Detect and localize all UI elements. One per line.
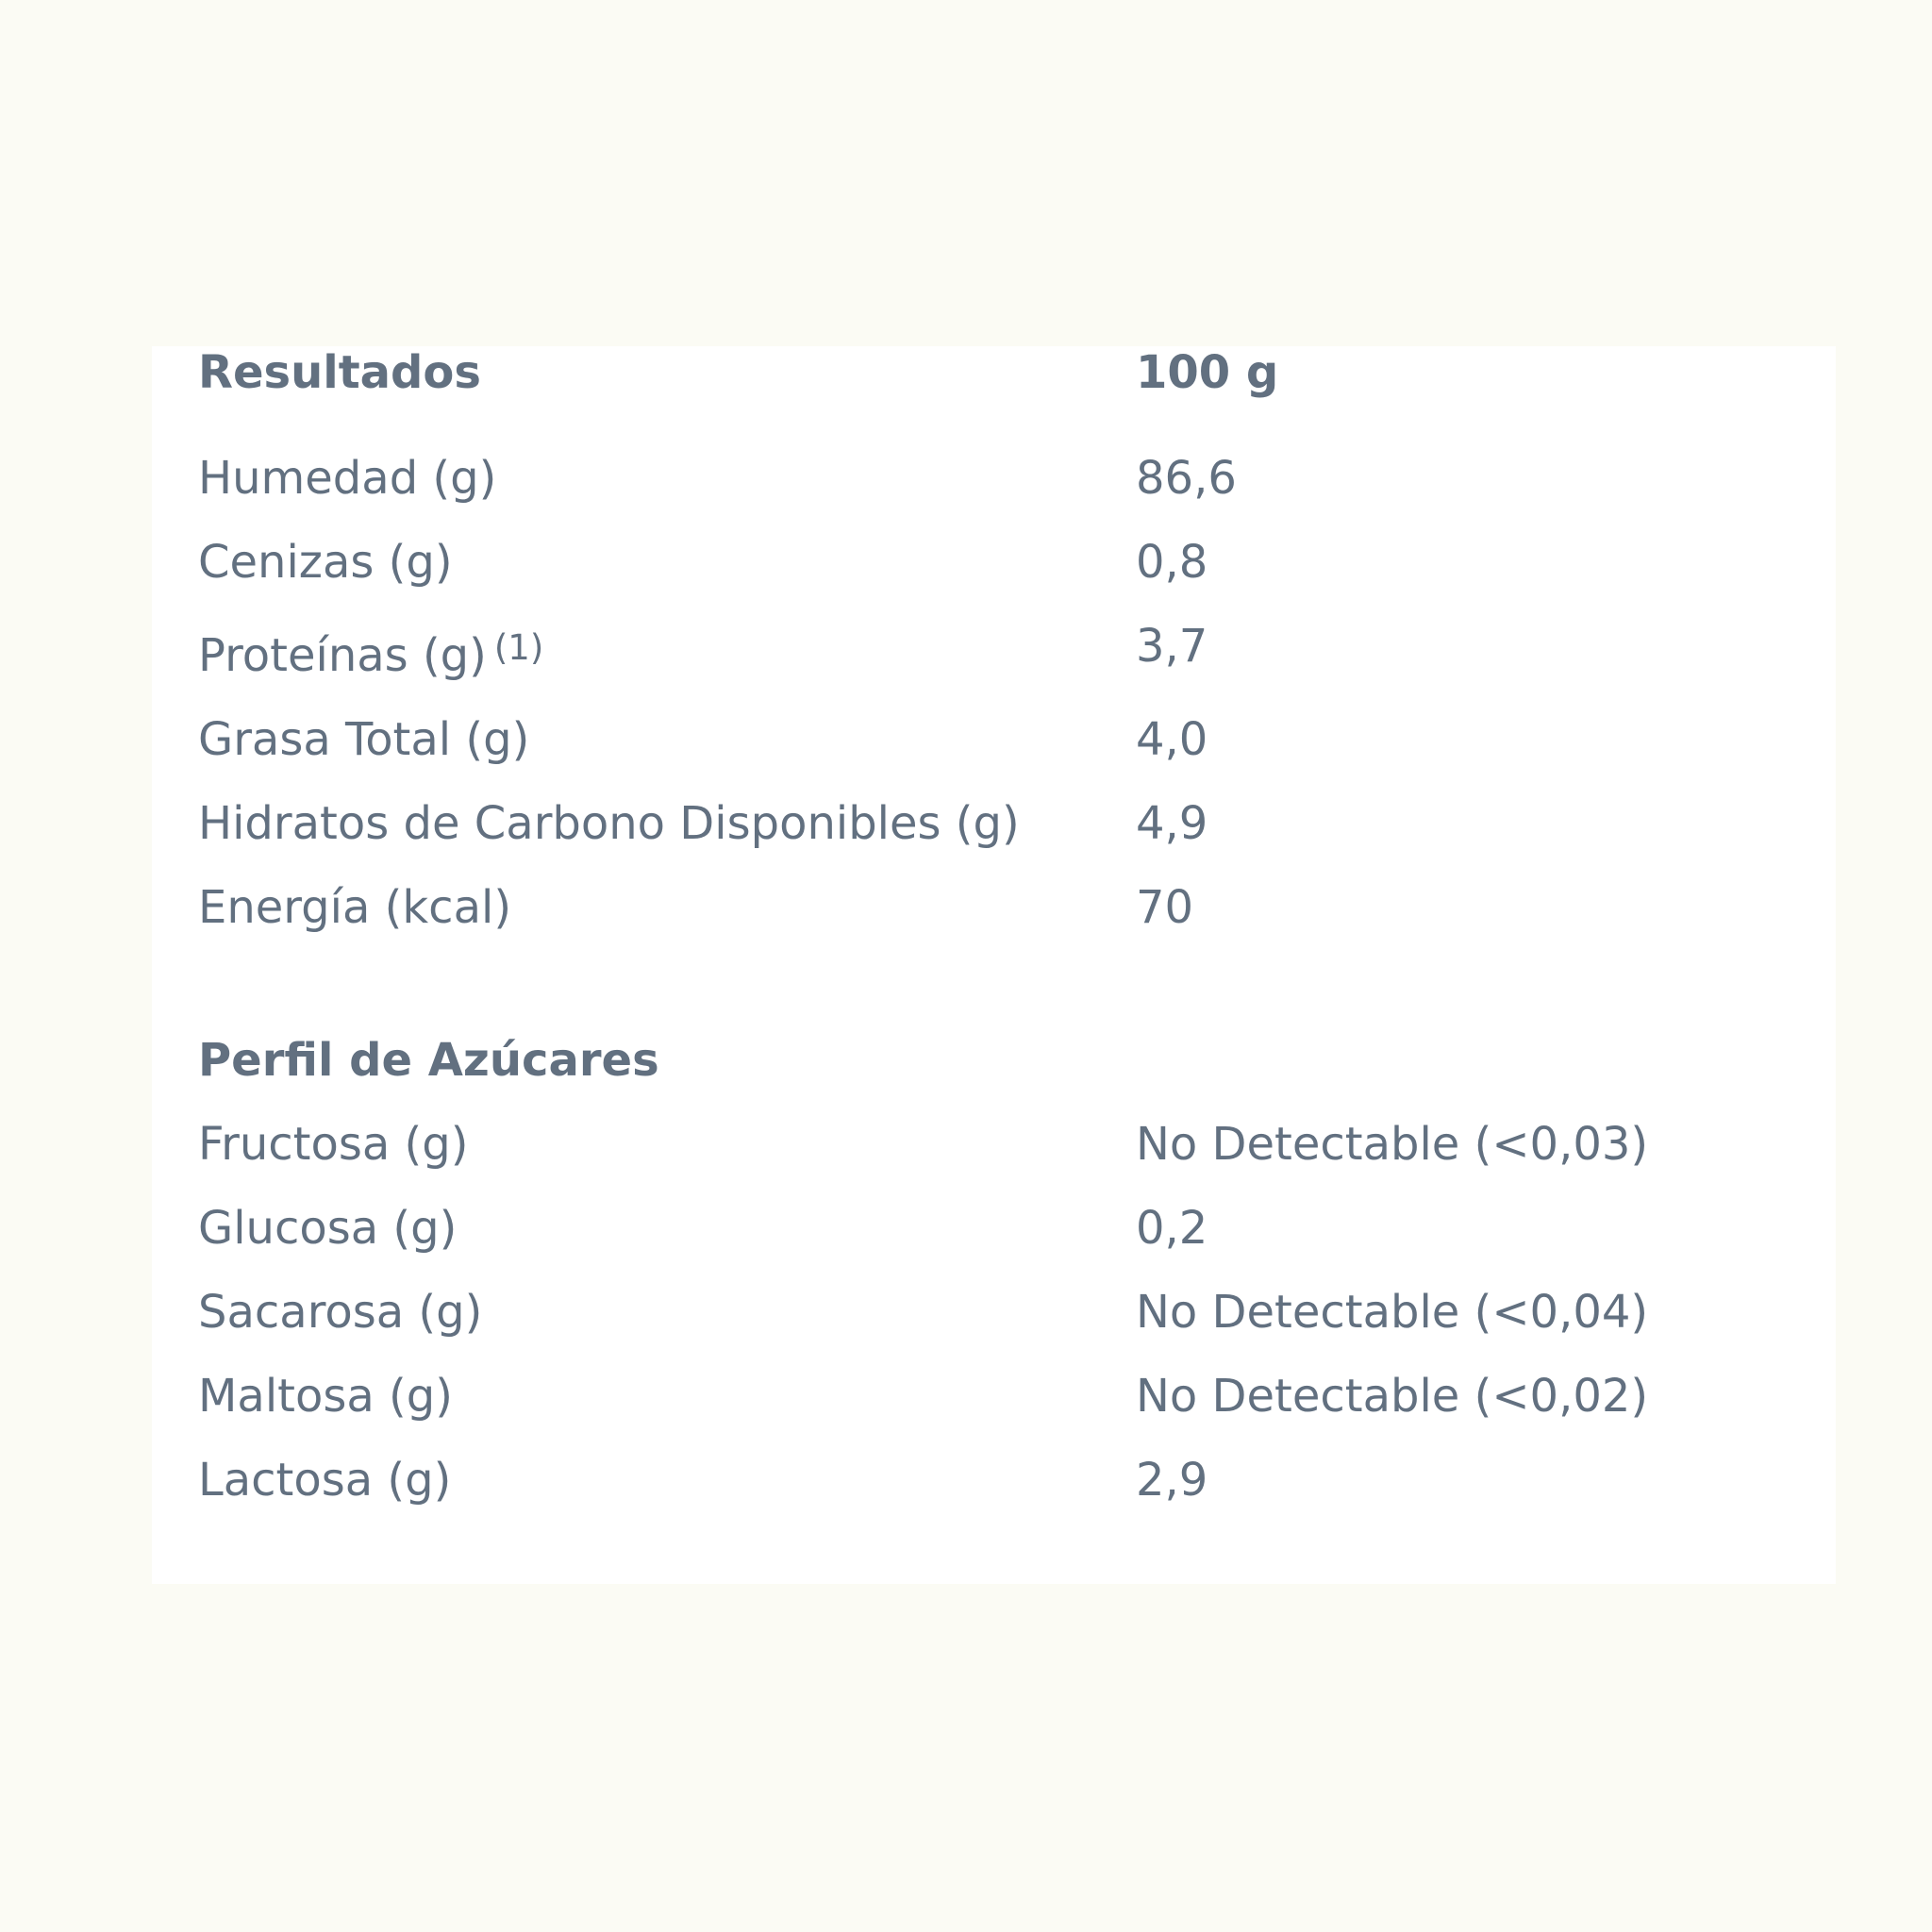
row-label-maltosa: Maltosa (g) xyxy=(198,1370,453,1423)
row-value-maltosa: No Detectable (<0,02) xyxy=(1136,1370,1649,1423)
row-label-humedad: Humedad (g) xyxy=(198,452,497,505)
row-label-proteinas xyxy=(198,629,543,682)
row-label-glucosa: Glucosa (g) xyxy=(198,1202,458,1255)
row-value-energia: 70 xyxy=(1136,881,1194,934)
nutrition-results-table xyxy=(152,346,1836,1584)
row-label-grasa: Grasa Total (g) xyxy=(198,713,530,766)
row-value-cenizas: 0,8 xyxy=(1136,536,1208,589)
row-value-sacarosa: No Detectable (<0,04) xyxy=(1136,1286,1649,1339)
row-label-fructosa: Fructosa (g) xyxy=(198,1118,469,1171)
results-header-label: Resultados xyxy=(198,346,481,399)
row-value-fructosa: No Detectable (<0,03) xyxy=(1136,1118,1649,1171)
row-value-hidratos: 4,9 xyxy=(1136,797,1208,850)
row-label-sacarosa: Sacarosa (g) xyxy=(198,1286,483,1339)
row-value-grasa: 4,0 xyxy=(1136,713,1208,766)
row-value-lactosa: 2,9 xyxy=(1136,1454,1208,1507)
results-header-value: 100 g xyxy=(1136,346,1279,399)
row-value-proteinas: 3,7 xyxy=(1136,620,1208,673)
row-value-glucosa: 0,2 xyxy=(1136,1202,1208,1255)
footnote-marker: (1) xyxy=(493,627,544,668)
row-label-proteinas-text: Proteínas (g) xyxy=(198,629,487,682)
row-value-humedad: 86,6 xyxy=(1136,452,1237,505)
row-label-energia: Energía (kcal) xyxy=(198,881,512,934)
row-label-cenizas: Cenizas (g) xyxy=(198,536,453,589)
row-label-lactosa: Lactosa (g) xyxy=(198,1454,452,1507)
row-label-hidratos: Hidratos de Carbono Disponibles (g) xyxy=(198,797,1020,850)
sugars-section-title: Perfil de Azúcares xyxy=(198,1034,659,1087)
